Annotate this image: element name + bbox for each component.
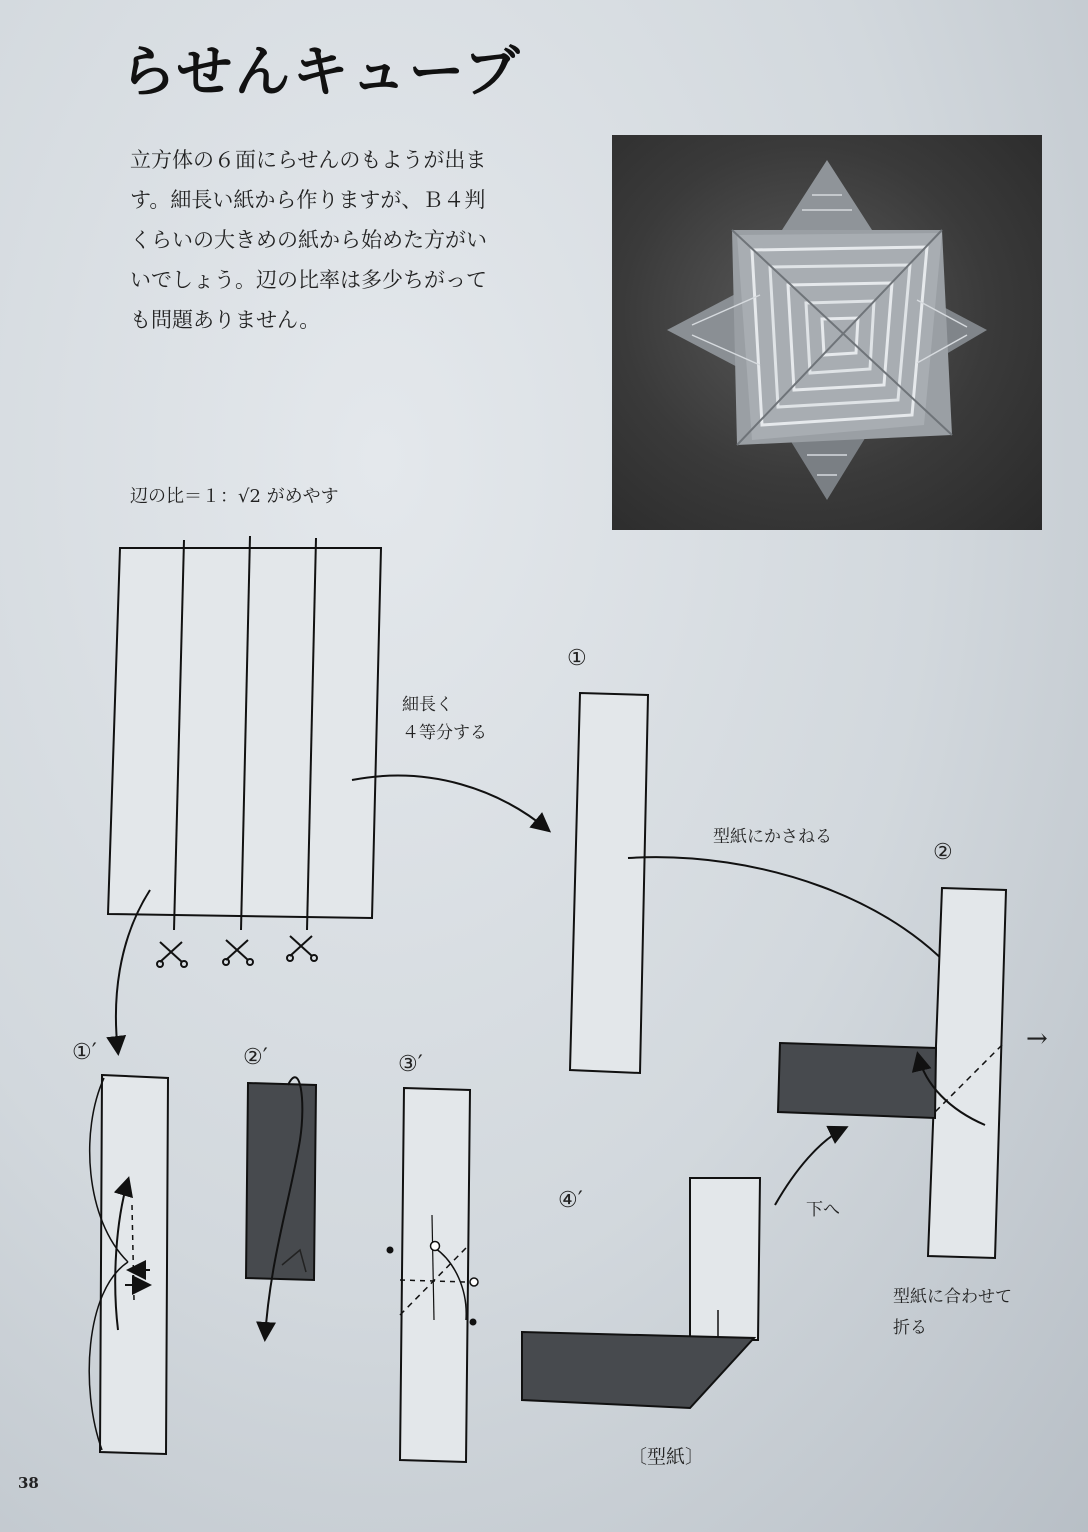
cut-note-line1: 細長く <box>402 695 453 715</box>
step-2-label: ② <box>933 840 953 865</box>
step1-strip <box>570 693 648 1073</box>
step1p-strip <box>89 1075 168 1454</box>
arrow-to-step2 <box>628 857 965 985</box>
intro-line: いでしょう。辺の比率は多少ちがって <box>130 268 487 292</box>
step-2-prime-label: ②′ <box>243 1045 268 1070</box>
step-1-prime-label: ①′ <box>72 1040 97 1065</box>
template-label: 〔型紙〕 <box>628 1446 705 1468</box>
fold-note-line2: 折る <box>893 1318 927 1338</box>
overlay-note: 型紙にかさねる <box>713 827 832 847</box>
step-4-prime-label: ④′ <box>558 1188 583 1213</box>
base-sheet <box>108 536 381 930</box>
scissors-icon <box>157 936 317 967</box>
fold-note-line1: 型紙に合わせて <box>893 1287 1012 1307</box>
ratio-label: 辺の比＝１：√2 がめやす <box>130 486 339 507</box>
step-1-label: ① <box>567 646 587 671</box>
intro-line: くらいの大きめの紙から始めた方がい <box>130 228 487 252</box>
step2-assembly <box>778 888 1006 1258</box>
page-title: らせんキューブ <box>120 40 522 105</box>
step3p-strip <box>387 1088 479 1462</box>
cut-note-line2: ４等分する <box>402 723 487 743</box>
page-number: 38 <box>18 1474 39 1492</box>
intro-line: す。細長い紙から作りますが、Ｂ４判 <box>130 188 486 212</box>
step2p-strip <box>246 1077 316 1338</box>
under-note: 下へ <box>806 1200 840 1220</box>
step-3-prime-label: ③′ <box>398 1052 423 1077</box>
arrow-under <box>775 1128 845 1205</box>
intro-line: も問題ありません。 <box>130 308 321 332</box>
template-shape <box>522 1178 760 1408</box>
intro-line: 立方体の６面にらせんのもようが出ま <box>130 148 487 172</box>
next-page-arrow: → <box>1026 1024 1048 1054</box>
arrow-to-step1 <box>352 776 548 830</box>
